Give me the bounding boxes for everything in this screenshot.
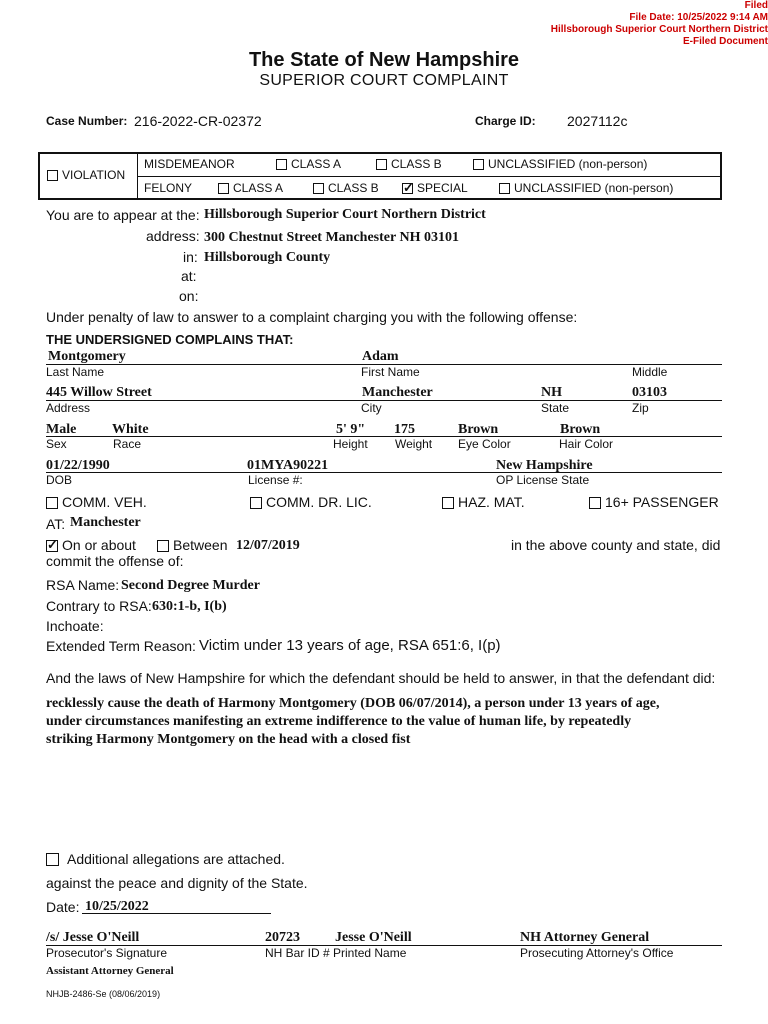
county-text: in the above county and state, did	[511, 537, 721, 553]
license-state-value: New Hampshire	[496, 458, 593, 473]
comm-veh-option[interactable]	[46, 494, 147, 510]
bar-id-value: 20723	[265, 930, 300, 945]
last-name-label: Last Name	[46, 365, 105, 379]
at-label: at:	[181, 268, 197, 284]
state-label: State	[541, 401, 570, 415]
charge-id-value: 2027112c	[567, 113, 628, 129]
haz-mat-label: HAZ. MAT.	[458, 494, 525, 510]
misdemeanor-class-b-label: CLASS B	[391, 157, 442, 171]
allegation-line-2: under circumstances manifesting an extreme indifference to the value of human life, by repeatedly	[46, 714, 632, 729]
felony-special-checkbox[interactable]	[402, 180, 414, 195]
felony-class-a-checkbox[interactable]	[218, 183, 229, 194]
checkmark-icon: ✓	[403, 180, 414, 195]
charge-id-label: Charge ID:	[475, 114, 536, 128]
felony-unclassified-option[interactable]	[499, 181, 673, 195]
case-number-label: Case Number:	[46, 114, 128, 128]
felony-special-option[interactable]	[402, 181, 468, 195]
felony-class-b-label: CLASS B	[328, 181, 379, 195]
felony-class-a-option[interactable]	[218, 181, 283, 195]
license-state-label: OP License State	[496, 473, 590, 487]
felony-unclassified-checkbox[interactable]	[499, 183, 510, 194]
felony-special-label: SPECIAL	[417, 181, 468, 195]
misdemeanor-class-b-checkbox[interactable]	[376, 159, 387, 170]
allegation-line-1: recklessly cause the death of Harmony Montgomery (DOB 06/07/2014), a person under 13 years of age,	[46, 696, 660, 711]
classification-table	[38, 152, 722, 200]
inchoate-label: Inchoate:	[46, 618, 104, 634]
defendant-address-value: 445 Willow Street	[46, 385, 152, 400]
last-name-value: Montgomery	[48, 349, 126, 364]
passenger-label: 16+ PASSENGER	[605, 494, 719, 510]
race-label: Race	[113, 437, 142, 451]
passenger-checkbox[interactable]	[589, 497, 601, 509]
misdemeanor-class-b-option[interactable]	[376, 157, 442, 171]
additional-allegations-label: Additional allegations are attached.	[67, 851, 285, 867]
race-value: White	[112, 422, 149, 437]
misdemeanor-unclassified-checkbox[interactable]	[473, 159, 484, 170]
felony-class-b-option[interactable]	[313, 181, 379, 195]
commit-text: commit the offense of:	[46, 553, 184, 569]
first-name-label: First Name	[361, 365, 420, 379]
between-label: Between	[173, 537, 228, 553]
prosecuting-office-label: Prosecuting Attorney's Office	[520, 946, 674, 960]
license-label: License #:	[248, 473, 303, 487]
on-or-about-label: On or about	[62, 537, 136, 553]
in-label: in:	[183, 249, 198, 265]
hair-color-label: Hair Color	[559, 437, 614, 451]
peace-text: against the peace and dignity of the State.	[46, 875, 308, 891]
allegation-line-3: striking Harmony Montgomery on the head with a closed fist	[46, 732, 411, 747]
between-checkbox[interactable]	[157, 540, 169, 552]
passenger-option[interactable]	[589, 494, 719, 510]
city-value: Manchester	[362, 385, 433, 400]
contrary-value: 630:1-b, I(b)	[152, 599, 227, 614]
height-label: Height	[333, 437, 368, 451]
license-value: 01MYA90221	[247, 458, 329, 473]
weight-label: Weight	[395, 437, 433, 451]
misdemeanor-unclassified-option[interactable]	[473, 157, 647, 171]
haz-mat-option[interactable]	[442, 494, 525, 510]
prosecuting-office-value: NH Attorney General	[520, 930, 650, 945]
comm-veh-checkbox[interactable]	[46, 497, 58, 509]
court-value: Hillsborough Superior Court Northern District	[204, 207, 486, 222]
contrary-label: Contrary to RSA:	[46, 598, 152, 614]
dob-value: 01/22/1990	[46, 458, 110, 473]
rsa-name-label: RSA Name:	[46, 577, 120, 593]
complains-heading: THE UNDERSIGNED COMPLAINS THAT:	[46, 332, 294, 347]
filed-stamp-line: Filed	[744, 0, 768, 11]
felony-unclassified-label: UNCLASSIFIED (non-person)	[514, 181, 674, 195]
penalty-text: Under penalty of law to answer to a complaint charging you with the following offense:	[46, 309, 578, 325]
first-name-value: Adam	[362, 349, 399, 364]
on-label: on:	[179, 288, 199, 304]
document-title: The State of New Hampshire	[248, 49, 520, 71]
date-value: 10/25/2022	[85, 899, 149, 914]
comm-dr-lic-checkbox[interactable]	[250, 497, 262, 509]
violation-label: VIOLATION	[62, 168, 126, 182]
bar-id-printed-name-label: NH Bar ID # Printed Name	[265, 946, 407, 960]
case-number-value: 216-2022-CR-02372	[134, 113, 262, 129]
defendant-address-label: Address	[46, 401, 91, 415]
additional-allegations-option[interactable]	[46, 851, 285, 867]
offense-at-value: Manchester	[70, 515, 141, 530]
sex-label: Sex	[46, 437, 67, 451]
filed-stamp	[468, 0, 768, 48]
comm-veh-label: COMM. VEH.	[62, 494, 147, 510]
between-option[interactable]	[157, 537, 227, 553]
extended-term-value: Victim under 13 years of age, RSA 651:6, I(p)	[199, 637, 501, 654]
state-value: NH	[541, 385, 562, 400]
sex-value: Male	[46, 422, 77, 437]
misdemeanor-class-a-checkbox[interactable]	[276, 159, 287, 170]
prosecutor-signature-value: /s/ Jesse O'Neill	[46, 930, 140, 945]
filed-stamp-date: File Date: 10/25/2022 9:14 AM	[629, 12, 768, 23]
comm-dr-lic-option[interactable]	[250, 494, 372, 510]
date-label: Date:	[46, 899, 80, 915]
form-code: NHJB-2486-Se (08/06/2019)	[46, 989, 161, 999]
in-value: Hillsborough County	[204, 250, 331, 265]
offense-date-value: 12/07/2019	[236, 538, 300, 553]
haz-mat-checkbox[interactable]	[442, 497, 454, 509]
hair-color-value: Brown	[560, 422, 601, 437]
violation-checkbox[interactable]	[47, 170, 58, 181]
misdemeanor-class-a-label: CLASS A	[291, 157, 342, 171]
appear-label: You are to appear at the:	[46, 207, 200, 223]
weight-value: 175	[394, 422, 415, 437]
misdemeanor-label: MISDEMEANOR	[144, 157, 235, 171]
filed-stamp-court: Hillsborough Superior Court Northern District	[550, 24, 768, 35]
dob-label: DOB	[46, 473, 73, 487]
prosecutor-title: Assistant Attorney General	[46, 965, 174, 977]
printed-name-value: Jesse O'Neill	[335, 930, 412, 945]
middle-name-label: Middle	[632, 365, 668, 379]
on-or-about-option[interactable]	[46, 537, 136, 553]
eye-color-label: Eye Color	[458, 437, 511, 451]
felony-class-b-checkbox[interactable]	[313, 183, 324, 194]
violation-option[interactable]	[47, 168, 125, 182]
misdemeanor-class-a-option[interactable]	[276, 157, 341, 171]
eye-color-value: Brown	[458, 422, 499, 437]
laws-text: And the laws of New Hampshire for which the defendant should be held to answer, in that the defendant did:	[46, 670, 716, 686]
felony-label: FELONY	[144, 181, 193, 195]
document-subtitle: SUPERIOR COURT COMPLAINT	[259, 72, 509, 89]
additional-allegations-checkbox[interactable]	[46, 853, 59, 866]
address-label: address:	[146, 228, 200, 244]
comm-dr-lic-label: COMM. DR. LIC.	[266, 494, 372, 510]
height-value: 5' 9"	[336, 422, 366, 437]
checkmark-icon: ✓	[47, 537, 58, 552]
zip-label: Zip	[632, 401, 649, 415]
prosecutor-signature-label: Prosecutor's Signature	[46, 946, 168, 960]
filed-stamp-efiled: E-Filed Document	[682, 36, 768, 47]
rsa-name-value: Second Degree Murder	[121, 578, 260, 593]
misdemeanor-unclassified-label: UNCLASSIFIED (non-person)	[488, 157, 648, 171]
extended-term-label: Extended Term Reason:	[46, 638, 196, 654]
zip-value: 03103	[632, 385, 667, 400]
felony-class-a-label: CLASS A	[233, 181, 284, 195]
city-label: City	[361, 401, 382, 415]
offense-at-label: AT:	[46, 516, 66, 532]
court-address-value: 300 Chestnut Street Manchester NH 03101	[204, 230, 459, 245]
on-or-about-checkbox[interactable]	[46, 537, 58, 552]
